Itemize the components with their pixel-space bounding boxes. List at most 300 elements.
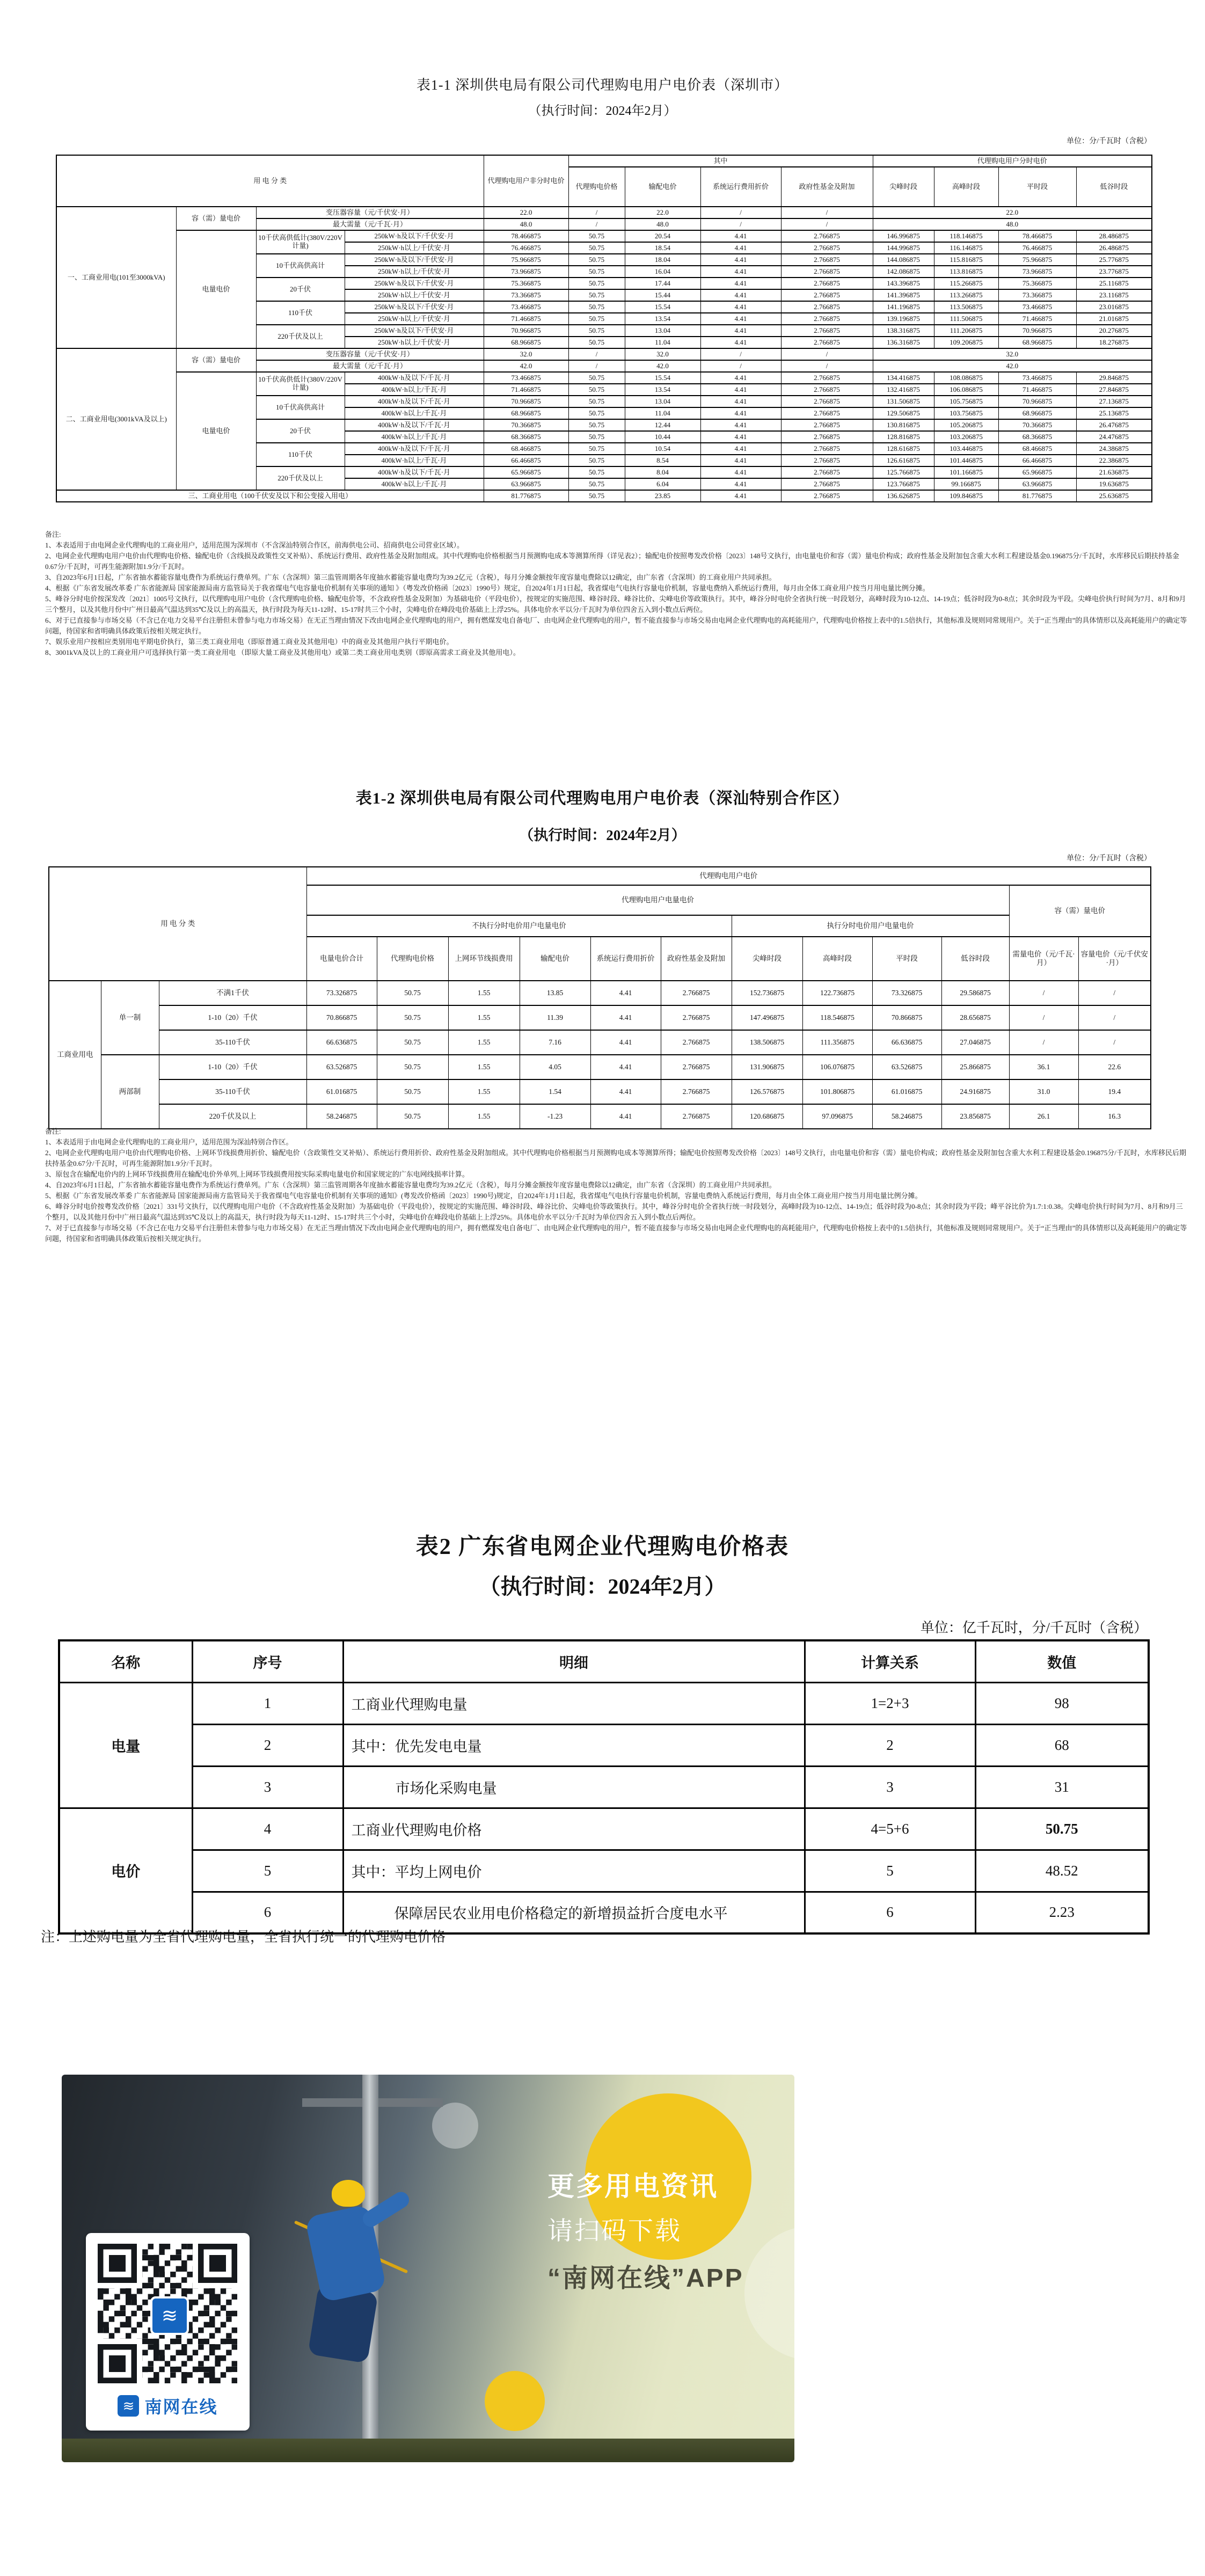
cell: 76.466875 (484, 242, 568, 254)
cell: 400kW·h以上/千瓦·月 (345, 407, 484, 419)
note-item: 2、电网企业代理购电用户电价由代理购电价格、输配电价（含线损及政策性交叉补贴）、系统运行费用、政府性基金及附加组成。其中代理购电价格根据当月预测购电成本等测算所得（详见表2）；输配电价按照粤发改价格〔2023〕148号文执行，由电量电价和容（需）量电价构成；政府性基金及附加包含重大水利工程建设基金0.196875分/千瓦时，水库移民后期扶持基金0.67分/千瓦时，可再生能源附加1.9分/千瓦时。 (45, 552, 1179, 571)
nanwang-logo-icon: ≋ (150, 2296, 189, 2335)
cell: / (700, 207, 781, 218)
cell: 4.41 (700, 230, 781, 242)
cell: 4.41 (700, 372, 781, 384)
header-cell: 用 电 分 类 (49, 867, 306, 981)
cell: 1.55 (448, 1055, 520, 1079)
header-cell: 用 电 分 类 (56, 155, 484, 207)
cell: 工商业用电 (49, 981, 101, 1129)
cell: 1-10（20）千伏 (159, 1005, 306, 1030)
cell: 61.016875 (306, 1079, 377, 1104)
header-cell: 容（需）量电价 (1009, 885, 1151, 937)
header-cell: 系统运行费用折价 (700, 167, 781, 207)
cell: 250kW·h以上/千伏安·月 (345, 266, 484, 278)
cell: 4.41 (700, 278, 781, 289)
table-row (49, 1005, 1151, 1030)
cell: 1 (192, 1682, 343, 1724)
cell: 三、工商业用电（100千伏安及以下和公变接入用电） (56, 490, 484, 502)
cell: 2.766875 (781, 407, 873, 419)
cell: 22.386875 (1076, 455, 1152, 466)
cell: 68.966875 (998, 407, 1076, 419)
header-cell: 计算关系 (805, 1640, 975, 1682)
cell: 146.996875 (873, 230, 934, 242)
cell: 111.206875 (934, 325, 998, 337)
header-cell: 电量电价合计 (306, 937, 377, 981)
notes-label: 备注: (45, 1127, 61, 1135)
header-cell: 数值 (975, 1640, 1149, 1682)
cell: 50.75 (568, 289, 625, 301)
table-row (59, 1724, 1149, 1766)
cell: 250kW·h以上/千伏安·月 (345, 242, 484, 254)
cell: 1=2+3 (805, 1682, 975, 1724)
cell: 24.916875 (941, 1079, 1009, 1104)
cell: 65.966875 (998, 466, 1076, 478)
cell: 400kW·h及以下/千瓦·月 (345, 372, 484, 384)
cell: 66.636875 (872, 1030, 941, 1055)
cell: 144.996875 (873, 242, 934, 254)
note-item: 7、娱乐业用户按相应类别用电平期电价执行，第三类工商业用电（即原普通工商业及其他用电）中的商业及其他用户执行平期电价。 (45, 638, 454, 646)
banner-line-1: 更多用电资讯 (547, 2171, 718, 2201)
cell: 126.576875 (732, 1079, 802, 1104)
cell: 76.466875 (998, 242, 1076, 254)
cell: 50.75 (377, 1030, 448, 1055)
cell: 2.766875 (661, 1104, 732, 1129)
cell: 4.41 (590, 1104, 661, 1129)
promo-banner (62, 2075, 794, 2462)
header-cell: 其中 (568, 155, 873, 167)
header-row (59, 1640, 1149, 1682)
cell: 21.016875 (1076, 313, 1152, 325)
cell: 2.766875 (781, 337, 873, 348)
cell: 4.41 (590, 981, 661, 1005)
cell: 8.04 (625, 466, 700, 478)
tariff-table-shenshan (48, 866, 1151, 1129)
table-row (56, 348, 1152, 360)
cell: 4.41 (700, 337, 781, 348)
cell: 29.846875 (1076, 372, 1152, 384)
cell: 70.966875 (484, 396, 568, 407)
notes-list (45, 1137, 1188, 1244)
guangdong-agent-price-table (58, 1639, 1150, 1935)
cell: 28.656875 (941, 1005, 1009, 1030)
note-item: 1、本表适用于由电网企业代理购电的工商业用户，适用范围为深圳市（不含深汕特别合作区，前海供电公司、招商供电公司营业区域）。 (45, 541, 464, 549)
cell: 58.246875 (306, 1104, 377, 1129)
cell: 2 (805, 1724, 975, 1766)
cell: 115.816875 (934, 254, 998, 266)
cell: 4.41 (700, 289, 781, 301)
table-row (59, 1682, 1149, 1724)
decorative-circle (744, 2226, 794, 2360)
cell: 68.466875 (484, 443, 568, 455)
cell: 250kW·h及以下/千伏安·月 (345, 301, 484, 313)
cell: / (1009, 1030, 1078, 1055)
cell: 73.466875 (484, 301, 568, 313)
cell: / (781, 360, 873, 372)
cell: 二、工商业用电(3001kVA及以上) (56, 348, 176, 490)
header-cell: 系统运行费用折价 (590, 937, 661, 981)
cell: 50.75 (568, 337, 625, 348)
cell: 70.866875 (306, 1005, 377, 1030)
cell: 电价 (59, 1808, 192, 1933)
table-row (49, 1104, 1151, 1129)
cell: 220千伏及以上 (159, 1104, 306, 1129)
cell: 5 (192, 1850, 343, 1892)
cell: 1.55 (448, 981, 520, 1005)
cell: 工商业代理购电量 (343, 1682, 805, 1724)
cell: 103.206875 (934, 431, 998, 443)
header-cell: 政府性基金及附加 (781, 167, 873, 207)
cell: 10.44 (625, 431, 700, 443)
cell: 128.816875 (873, 431, 934, 443)
cell: 2 (192, 1724, 343, 1766)
cell: 50.75 (568, 455, 625, 466)
table-row (49, 1079, 1151, 1104)
cell: 容（需）量电价 (176, 207, 256, 230)
cell: 250kW·h及以下/千伏安·月 (345, 278, 484, 289)
cell: 31 (975, 1766, 1149, 1808)
cell: 68.966875 (998, 337, 1076, 348)
cell: 50.75 (568, 325, 625, 337)
header-cell: 上网环节线损费用 (448, 937, 520, 981)
cell: 129.506875 (873, 407, 934, 419)
cell: 27.846875 (1076, 384, 1152, 396)
cell: 18.54 (625, 242, 700, 254)
cell: / (700, 360, 781, 372)
cell: 20.54 (625, 230, 700, 242)
cell: 113.266875 (934, 289, 998, 301)
cell: 其中：平均上网电价 (343, 1850, 805, 1892)
cell: 105.206875 (934, 419, 998, 431)
header-cell: 明细 (343, 1640, 805, 1682)
cell: 变压器容量（元/千伏安·月） (256, 207, 484, 218)
cell: 75.966875 (484, 254, 568, 266)
cell: 4.41 (700, 455, 781, 466)
cell: 75.366875 (998, 278, 1076, 289)
cell: 128.616875 (873, 443, 934, 455)
cell: 50.75 (377, 1055, 448, 1079)
cell: 68.966875 (484, 407, 568, 419)
cell: 4.41 (700, 325, 781, 337)
cell: 50.75 (568, 466, 625, 478)
cell: 32.0 (484, 348, 568, 360)
cell: 13.54 (625, 313, 700, 325)
note-item: 3、自2023年6月1日起，广东省抽水蓄能容量电费作为系统运行费单列。广东（含深圳）第三监管周期各年度抽水蓄能容量电费均为39.2亿元（含税），每月分摊金额按年度容量电费除以12确定，由广东省（含深圳）的工商业用户共同承担。 (45, 573, 776, 581)
cell: 50.75 (568, 384, 625, 396)
cell: 19.636875 (1076, 478, 1152, 490)
cell: 116.146875 (934, 242, 998, 254)
cell: 2.766875 (781, 372, 873, 384)
cell: / (781, 348, 873, 360)
cell: 10千伏高供高计 (256, 254, 345, 278)
cell: 125.766875 (873, 466, 934, 478)
table1-2-subtitle: （执行时间：2024年2月） (519, 827, 686, 843)
note-item: 3、原包含在输配电价内的上网环节线损费用在输配电价外单列,上网环节线损费用按实际采购电量电价和国家规定的广东电网线损率计算。 (45, 1170, 469, 1178)
cell: 15.54 (625, 301, 700, 313)
cell: 20千伏 (256, 278, 345, 301)
cell: 70.366875 (484, 419, 568, 431)
cell: 4.41 (700, 242, 781, 254)
cell: 71.466875 (484, 313, 568, 325)
cell: 120.686875 (732, 1104, 802, 1129)
cell: 126.616875 (873, 455, 934, 466)
cell: 4.41 (590, 1005, 661, 1030)
header-cell: 不执行分时电价用户电量电价 (306, 915, 732, 937)
cell: 138.506875 (732, 1030, 802, 1055)
header-cell: 高峰时段 (802, 937, 872, 981)
cell: 70.966875 (998, 325, 1076, 337)
cell: 23.85 (625, 490, 700, 502)
cell: 50.75 (568, 278, 625, 289)
cell: 24.386875 (1076, 443, 1152, 455)
cell: 220千伏及以上 (256, 325, 345, 348)
cell: 110千伏 (256, 443, 345, 466)
cell: 400kW·h及以下/千瓦·月 (345, 396, 484, 407)
cell: 147.496875 (732, 1005, 802, 1030)
cell: 400kW·h及以下/千瓦·月 (345, 443, 484, 455)
cell: 20千伏 (256, 419, 345, 443)
cell: 电量电价 (176, 230, 256, 348)
cell: 36.1 (1009, 1055, 1078, 1079)
cell: 99.166875 (934, 478, 998, 490)
cell: 工商业代理购电价格 (343, 1808, 805, 1850)
cell: 10千伏高供低计(380V/220V计量) (256, 230, 345, 254)
cell: 4.41 (700, 266, 781, 278)
cell: 4.41 (590, 1079, 661, 1104)
cell: / (781, 218, 873, 230)
table-row (59, 1808, 1149, 1850)
cell: 4 (192, 1808, 343, 1850)
cell: 78.466875 (998, 230, 1076, 242)
header-cell: 需量电价（元/千瓦·月） (1009, 937, 1078, 981)
cell: / (568, 218, 625, 230)
cell: 68 (975, 1724, 1149, 1766)
header-cell: 代理购电价格 (568, 167, 625, 207)
cell: 101.806875 (802, 1079, 872, 1104)
cell: 23.116875 (1076, 289, 1152, 301)
table2-subtitle: （执行时间：2024年2月） (479, 1574, 726, 1599)
grass-silhouette (62, 2439, 794, 2462)
cell: / (781, 207, 873, 218)
cell: 152.736875 (732, 981, 802, 1005)
cell: 130.816875 (873, 419, 934, 431)
header-cell: 输配电价 (520, 937, 590, 981)
cell: 2.766875 (781, 313, 873, 325)
note-item: 5、峰谷分时电价按深发改〔2021〕1005号文执行，以代理购电用户电价（含代理购电价格、输配电价等，不含政府性基金及附加）为基础电价（平段电价），按规定的实施范围、峰谷时段、峰谷比价、尖峰电价等政策执行。其中，峰谷分时电价全省执行统一时段划分，高峰时段为10-12点、14-19点；低谷时段为0-8点；其余时段为平段。尖峰电价执行时间为7月、8月和9月三个整月，以及其他月份中广州日最高气温达到35℃及以上的高温天，执行时段为每天11-12时、15-17时共三个小时，尖峰电价在峰段电价基础上上浮25%。具体电价水平以分/千瓦时为单位四舍五入到小数点后两位。 (45, 595, 1186, 614)
cell: 25.136875 (1076, 407, 1152, 419)
cell: 10千伏高供高计 (256, 396, 345, 419)
cell: 50.75 (568, 407, 625, 419)
cell: 4.41 (590, 1030, 661, 1055)
cell: 73.966875 (998, 266, 1076, 278)
cell: 10.54 (625, 443, 700, 455)
cell: 20.276875 (1076, 325, 1152, 337)
table2-note: 注：上述购电量为全省代理购电量，全省执行统一的代理购电价格 (41, 1929, 446, 1945)
cell: 103.756875 (934, 407, 998, 419)
cell: / (1078, 1030, 1151, 1055)
cell: / (1009, 1005, 1078, 1030)
header-cell: 容量电价（元/千伏安·月） (1078, 937, 1151, 981)
header-cell: 输配电价 (625, 167, 700, 207)
cell: 75.966875 (998, 254, 1076, 266)
cell: 4.41 (700, 419, 781, 431)
cell: 18.276875 (1076, 337, 1152, 348)
table1-2-unit: 单位：分/千瓦时（含税） (1067, 855, 1151, 863)
cell: 48.0 (484, 218, 568, 230)
cell: 电量 (59, 1682, 192, 1808)
cell: 25.776875 (1076, 254, 1152, 266)
cell: 最大需量（元/千瓦·月） (256, 360, 484, 372)
cell: 27.046875 (941, 1030, 1009, 1055)
cell: 70.966875 (484, 325, 568, 337)
cell: 71.466875 (998, 384, 1076, 396)
cell: 2.766875 (781, 431, 873, 443)
cell: 2.766875 (781, 301, 873, 313)
table1-2-notes (45, 1126, 1188, 1244)
table-row (59, 1850, 1149, 1892)
cell: 50.75 (568, 478, 625, 490)
cell: 61.016875 (872, 1079, 941, 1104)
cell: 97.096875 (802, 1104, 872, 1129)
cell: 58.246875 (872, 1104, 941, 1129)
cell: 73.466875 (484, 372, 568, 384)
cell: 250kW·h及以下/千伏安·月 (345, 230, 484, 242)
cell: 70.966875 (998, 396, 1076, 407)
table-row (49, 1030, 1151, 1055)
cell: 73.466875 (998, 301, 1076, 313)
banner-line-2: 请扫码下载 (547, 2216, 682, 2245)
cell: 6 (805, 1892, 975, 1933)
tariff-table-shenzhen (56, 155, 1152, 502)
cell: 2.766875 (781, 443, 873, 455)
cell: 400kW·h以上/千瓦·月 (345, 431, 484, 443)
cell: 63.966875 (998, 478, 1076, 490)
header-cell: 低谷时段 (1076, 167, 1152, 207)
cell: 16.04 (625, 266, 700, 278)
cell: 4.41 (700, 301, 781, 313)
cell: 138.316875 (873, 325, 934, 337)
note-item: 5、根据《广东省发展改革委 广东省能源局 国家能源局南方监管局关于我省煤电气电容量电价机制有关事项的通知》(粤发改价格函〔2023〕1990号)规定，自2024年1月1日起，我省煤电气电执行容量电价机制，容量电费纳入系统运行费用，每月由全体工商业用户按当月用电量比例分摊。 (45, 1192, 922, 1200)
cell: 2.23 (975, 1892, 1149, 1933)
cell: 98 (975, 1682, 1149, 1724)
cell: 31.0 (1009, 1079, 1078, 1104)
cell: 其中：优先发电电量 (343, 1724, 805, 1766)
cell: 26.476875 (1076, 419, 1152, 431)
cell: 63.966875 (484, 478, 568, 490)
header-cell: 名称 (59, 1640, 192, 1682)
cell: 市场化采购电量 (343, 1766, 805, 1808)
cell: 27.136875 (1076, 396, 1152, 407)
helmet-icon (332, 2180, 365, 2207)
cell: 113.816875 (934, 266, 998, 278)
notes-label: 备注: (45, 530, 61, 538)
cell: 141.396875 (873, 289, 934, 301)
cell: 23.776875 (1076, 266, 1152, 278)
qr-card (86, 2233, 250, 2431)
cell: 2.766875 (661, 1079, 732, 1104)
table-row (59, 1766, 1149, 1808)
cell: 6.04 (625, 478, 700, 490)
cell: 81.776875 (998, 490, 1076, 502)
cell: 2.766875 (781, 278, 873, 289)
cell: 1.54 (520, 1079, 590, 1104)
cell: 101.166875 (934, 466, 998, 478)
cell: 122.736875 (802, 981, 872, 1005)
cell: 115.266875 (934, 278, 998, 289)
cell: 2.766875 (781, 289, 873, 301)
cell: 2.766875 (781, 230, 873, 242)
cell: 7.16 (520, 1030, 590, 1055)
cell: 25.866875 (941, 1055, 1009, 1079)
cell: 4=5+6 (805, 1808, 975, 1850)
cell: 变压器容量（元/千伏安·月） (256, 348, 484, 360)
cell: 113.506875 (934, 301, 998, 313)
cell: 50.75 (568, 230, 625, 242)
cell: 4.41 (700, 490, 781, 502)
cell: 15.54 (625, 372, 700, 384)
cell: 144.086875 (873, 254, 934, 266)
cell: 17.44 (625, 278, 700, 289)
header-cell: 政府性基金及附加 (661, 937, 732, 981)
cell: 48.52 (975, 1850, 1149, 1892)
cell: 保障居民农业用电价格稳定的新增损益折合度电水平 (343, 1892, 805, 1933)
cell: 42.0 (484, 360, 568, 372)
cell: 400kW·h及以下/千瓦·月 (345, 466, 484, 478)
table1-1-unit: 单位：分/千瓦时（含税） (1067, 137, 1151, 145)
header-row (49, 867, 1151, 885)
cell: 71.466875 (998, 313, 1076, 325)
cell: 101.446875 (934, 455, 998, 466)
header-cell: 代理购电用户电量电价 (306, 885, 1009, 915)
cell: 143.396875 (873, 278, 934, 289)
cell: 2.766875 (781, 419, 873, 431)
cell: 19.4 (1078, 1079, 1151, 1104)
cell: 136.316875 (873, 337, 934, 348)
cell: 68.366875 (484, 431, 568, 443)
cell: 18.04 (625, 254, 700, 266)
cell: 23.016875 (1076, 301, 1152, 313)
cell: 4.05 (520, 1055, 590, 1079)
cell: / (700, 218, 781, 230)
note-item: 4、自2023年6月1日起，广东省抽水蓄能容量电费作为系统运行费单列。广东（含深圳）第三监管周期各年度抽水蓄能容量电费均为39.2亿元（含税），每月分摊金额按年度容量电费除以12确定，由广东省（含深圳）的工商业用户共同承担。 (45, 1181, 776, 1189)
cell: 15.44 (625, 289, 700, 301)
cell: 32.0 (873, 348, 1152, 360)
cell: 50.75 (568, 419, 625, 431)
cell: 132.416875 (873, 384, 934, 396)
cell: 71.466875 (484, 384, 568, 396)
cell: 1.55 (448, 1030, 520, 1055)
header-cell: 代理购电用户分时电价 (873, 155, 1152, 167)
cell: 118.146875 (934, 230, 998, 242)
note-item: 1、本表适用于由电网企业代理购电的工商业用户，适用范围为深汕特别合作区。 (45, 1138, 293, 1146)
cell: 32.0 (625, 348, 700, 360)
cell: 4.41 (700, 254, 781, 266)
cell: 73.326875 (872, 981, 941, 1005)
cell: 400kW·h以上/千瓦·月 (345, 455, 484, 466)
cell: 250kW·h以上/千伏安·月 (345, 337, 484, 348)
cell: 136.626875 (873, 490, 934, 502)
cell: 250kW·h及以下/千伏安·月 (345, 325, 484, 337)
note-item: 2、电网企业代理购电用户电价由代理购电价格、上网环节线损费用折价、输配电价（含政策性交叉补贴）、系统运行费用折价、政府性基金及附加组成。其中代理购电价格根据当月预测购电成本等测算所得；输配电价按照粤发改价格〔2023〕148号文执行，由电量电价和容（需）量电价构成；政府性基金及附加包含重大水利工程建设基金0.196875分/千瓦时，水库移民后期扶持基金0.67分/千瓦时，可再生能源附加1.9分/千瓦时。 (45, 1149, 1186, 1167)
cell: 110千伏 (256, 301, 345, 325)
cell: 2.766875 (781, 384, 873, 396)
cell: 70.366875 (998, 419, 1076, 431)
cell: 2.766875 (781, 242, 873, 254)
header-cell: 执行分时电价用户电量电价 (732, 915, 1009, 937)
cell: 106.086875 (934, 384, 998, 396)
cell: 73.366875 (484, 289, 568, 301)
cell: 2.766875 (781, 325, 873, 337)
